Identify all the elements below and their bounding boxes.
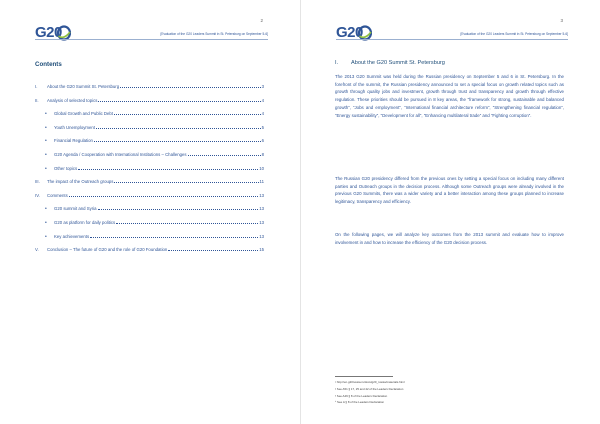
bullet-icon: •	[45, 165, 47, 172]
footnote: ¹ http://en.g20russia.ru/docs/g20_russia/materials.html	[335, 380, 405, 384]
toc-entry[interactable]	[35, 152, 264, 166]
header-rule	[35, 39, 268, 40]
toc-entry-page: 15	[259, 247, 264, 253]
toc-dot-leader	[116, 222, 258, 224]
toc-entry-page: 6	[261, 138, 264, 144]
page-number: 2	[260, 18, 263, 23]
toc-title: Contents	[35, 61, 62, 68]
bullet-icon: •	[45, 206, 47, 213]
footnote: ² See A51 § 17, 25 and 42 of the Leaders Declaration	[335, 386, 404, 391]
running-header: [Evaluation of the G20 Leaders Summit in St. Petersburg on September 5-6]	[460, 32, 568, 36]
page-number: 3	[560, 18, 563, 23]
toc-entry[interactable]	[35, 179, 264, 193]
toc-entry-page: 13	[259, 233, 264, 239]
toc-entry-label: Global Growth and Public Debt	[54, 111, 113, 117]
toc-entry-label: Conclusion – The future of G20 and the role of G20 Foundation	[47, 247, 168, 253]
toc-entry-page: 4	[261, 111, 264, 117]
toc-dot-leader	[96, 127, 261, 129]
toc-entry-page: 10	[259, 165, 264, 171]
toc-dot-leader	[94, 140, 261, 142]
toc-entry-label: Key achievements	[54, 233, 90, 239]
toc-dot-leader	[98, 208, 259, 210]
toc-dot-leader	[69, 195, 258, 197]
section-title: About the G20 Summit St. Petersburg	[351, 60, 445, 66]
toc-entry-label: G20 Agenda / Cooperation with International Institutions – Challenges	[54, 151, 187, 157]
toc-entry[interactable]	[35, 84, 264, 98]
body-paragraph: The 2013 G20 Summit was held during the Russian presidency on September 5 and 6 in St. Petersburg. In the forefront of the summit, the Russian presidency announced to set a special focus on growth related topics such as growth through quality jobs and investment, growth through trust and transparency and growth through effective regulation. These priorities should be pursued in 8 key areas, the “framework for strong, sustainable and balanced growth”, “Jobs and employment”, “International financial architecture reform”, “Strengthening financial regulation”, “Energy sustainability”, “Development for all”, “Enhancing multilateral trade” and “Fighting corruption”.	[335, 74, 564, 118]
toc-entry-page: 13	[259, 192, 264, 198]
toc-entry[interactable]	[35, 111, 264, 125]
toc-entry[interactable]	[35, 138, 264, 152]
footnotes	[335, 379, 564, 406]
toc-entry-label: The impact of the Outreach groups	[47, 179, 114, 185]
bullet-icon: •	[45, 111, 47, 118]
footnote: ⁴ See A § 8 of the Leaders Declaration	[335, 400, 385, 405]
toc-dot-leader	[78, 168, 258, 170]
toc-entry-label: G20 as platform for daily politics	[54, 219, 116, 225]
toc-dot-leader	[90, 236, 258, 238]
toc-entry-number: V.	[35, 247, 39, 253]
bullet-icon: •	[45, 138, 47, 145]
g20-logo-text: G20	[35, 24, 62, 41]
section-number: I.	[335, 60, 339, 66]
toc-dot-leader	[188, 154, 261, 156]
toc-entry[interactable]	[35, 247, 264, 261]
section-heading	[335, 60, 445, 66]
toc-entry[interactable]	[35, 125, 264, 139]
toc-entry-page: 8	[261, 151, 264, 157]
footnote-rule	[335, 376, 393, 377]
toc-dot-leader	[120, 86, 260, 88]
table-of-contents	[35, 84, 264, 261]
toc-entry-label: Other topics	[54, 165, 78, 171]
toc-entry[interactable]	[35, 193, 264, 207]
toc-dot-leader	[98, 100, 260, 102]
footnote: ³ See A49 § 8 of the Leaders Declaration	[335, 393, 388, 398]
g20-logo-text: G20	[336, 24, 363, 41]
toc-entry-number: II.	[35, 97, 39, 103]
toc-entry-page: 13	[259, 206, 264, 212]
toc-entry-label: Comments	[47, 192, 68, 198]
toc-entry-page: 4	[261, 97, 264, 103]
toc-entry-page: 5	[261, 124, 264, 130]
bullet-icon: •	[45, 124, 47, 131]
toc-entry-page: 13	[259, 219, 264, 225]
toc-entry[interactable]	[35, 206, 264, 220]
toc-entry[interactable]	[35, 166, 264, 180]
header-rule	[336, 39, 568, 40]
toc-dot-leader	[168, 249, 258, 251]
toc-entry-number: I.	[35, 84, 38, 89]
toc-entry-label: Youth Unemployment	[54, 124, 95, 130]
toc-entry-number: III.	[35, 179, 40, 185]
toc-entry-label: Financial Regulation	[54, 138, 93, 144]
toc-entry-number: IV.	[35, 192, 40, 198]
toc-dot-leader	[114, 113, 261, 115]
toc-entry-label: About the G20 Summit St. Petersburg	[47, 84, 120, 89]
bullet-icon: •	[45, 219, 47, 226]
toc-entry-label: Analysis of selected topics	[47, 97, 98, 103]
toc-entry[interactable]	[35, 234, 264, 248]
body-paragraph: The Russian G20 presidency differed from the previous ones by setting a special focus on including many different parties and Outreach groups in the decision process. Although some Outreach groups were already involved in the previous G20 Summits, there was a wider variety and a better interaction among these groups planned to increase legitimacy, transparency and efficiency.	[335, 176, 564, 205]
running-header: [Evaluation of the G20 Leaders Summit in St. Petersburg on September 5-6]	[160, 32, 268, 36]
toc-entry-page: 11	[259, 179, 264, 185]
toc-dot-leader	[114, 181, 258, 183]
bullet-icon: •	[45, 151, 47, 158]
body-paragraph: On the following pages, we will analyze key outcomes from the 2013 summit and evaluate how to improve involvement in and how to increase the efficiency of the G20 decision process.	[335, 232, 564, 245]
toc-entry-page: 3	[261, 84, 264, 89]
toc-entry-label: G20 summit and Syria	[54, 206, 97, 212]
toc-entry[interactable]	[35, 220, 264, 234]
bullet-icon: •	[45, 233, 47, 240]
toc-entry[interactable]	[35, 98, 264, 112]
